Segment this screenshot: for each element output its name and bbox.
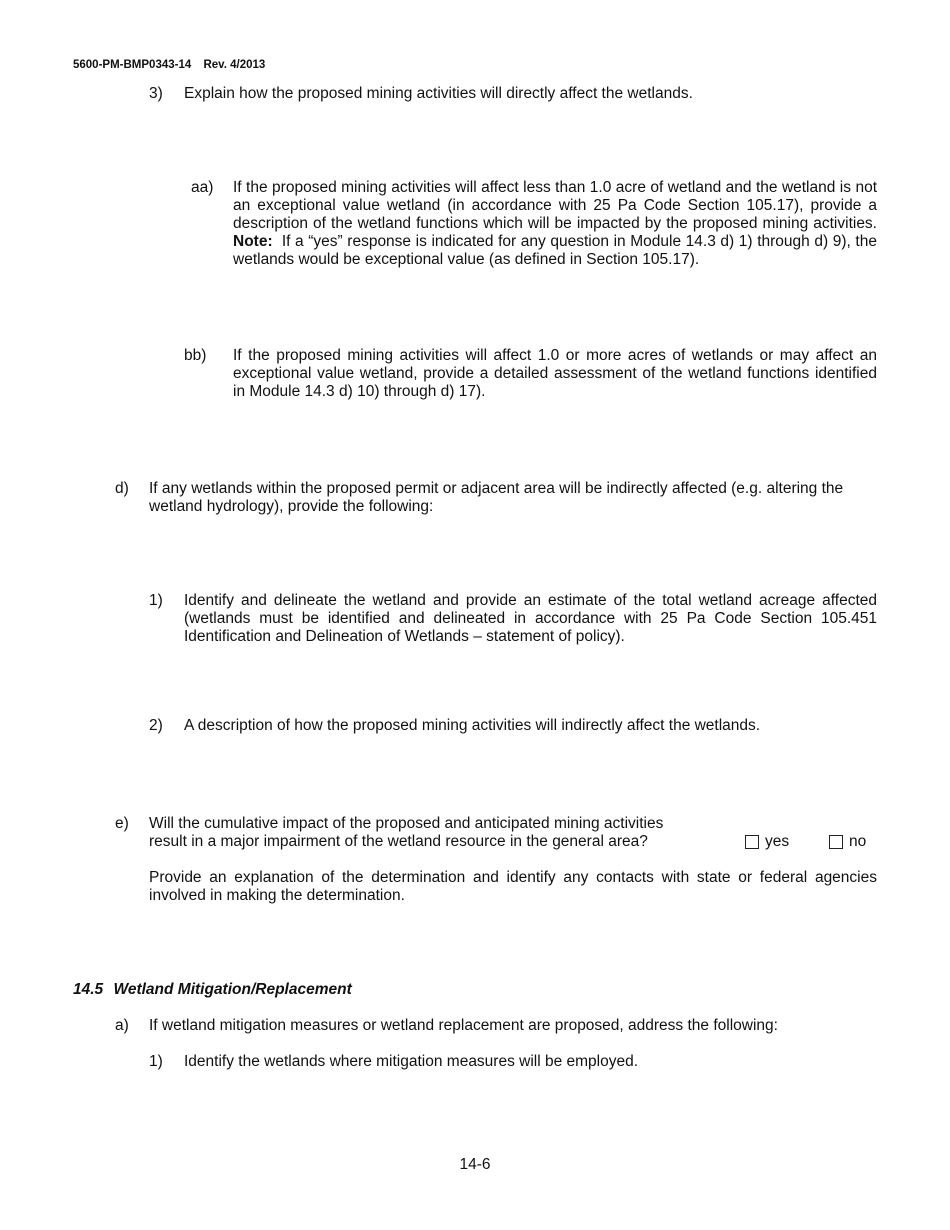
item-aa-text: [233, 179, 877, 269]
item-e-line-1: Will the cumulative impact of the proposed and anticipated mining activities: [149, 815, 664, 832]
item-d1-text: Identify and delineate the wetland and provide an estimate of the total wetland acreage affected (wetlands must be identified and delineated in accordance with 25 Pa Code Section 105.451 Identification and Delineation of Wetlands – statement of policy).: [184, 592, 877, 645]
no-label: no: [849, 833, 867, 850]
yes-label: yes: [765, 833, 790, 850]
item-e-explanation: Provide an explanation of the determination and identify any contacts with state or federal agencies involved in making the determination.: [149, 869, 877, 904]
item-bb-number: bb): [184, 347, 207, 364]
item-3-text: Explain how the proposed mining activities will directly affect the wetlands.: [184, 85, 693, 102]
section-14-5-number: 14.5: [73, 981, 104, 998]
item-d-text: If any wetlands within the proposed permit or adjacent area will be indirectly affected (e.g. altering the wetland hydrology), provide the following:: [149, 480, 844, 515]
item-aa-number: aa): [191, 179, 214, 196]
section-14-5-a1-text: Identify the wetlands where mitigation measures will be employed.: [184, 1053, 639, 1070]
no-checkbox[interactable]: [829, 835, 843, 849]
section-14-5-title: Wetland Mitigation/Replacement: [113, 981, 352, 998]
yes-checkbox[interactable]: [745, 835, 759, 849]
section-14-5-heading: [73, 981, 352, 999]
item-e-number: e): [115, 815, 129, 832]
section-14-5-a-number: a): [115, 1017, 129, 1034]
form-header: [73, 56, 265, 74]
section-14-5-a-text: If wetland mitigation measures or wetland replacement are proposed, address the following:: [149, 1017, 778, 1034]
item-d2-text: A description of how the proposed mining activities will indirectly affect the wetlands.: [184, 717, 761, 734]
item-aa-body: If the proposed mining activities will affect less than 1.0 acre of wetland and the wetland is not an exceptional value wetland (in accordance with 25 Pa Code Section 105.17), provide a description of the wetland functions which will be impacted by the proposed mining activities.: [233, 179, 877, 232]
section-14-5-a1-number: 1): [149, 1053, 163, 1070]
item-bb-text: If the proposed mining activities will affect 1.0 or more acres of wetlands or may affect an exceptional value wetland, provide a detailed assessment of the wetland functions identified in Module 14.3 d) 10) through d) 17).: [233, 347, 877, 400]
item-d2-number: 2): [149, 717, 163, 734]
item-3-number: 3): [149, 85, 163, 102]
page-number: 14-6: [459, 1156, 491, 1173]
item-d-number: d): [115, 480, 129, 497]
item-e-question: [149, 815, 709, 851]
item-e-line-2: result in a major impairment of the wetland resource in the general area?: [149, 833, 648, 850]
item-d1-number: 1): [149, 592, 163, 609]
item-aa-note-label: Note:: [233, 233, 273, 250]
form-revision: Rev. 4/2013: [203, 59, 266, 71]
item-aa-note-text: If a “yes” response is indicated for any question in Module 14.3 d) 1) through d) 9), the wetlands would be exceptional value (as defined in Section 105.17).: [233, 233, 877, 268]
form-number: 5600-PM-BMP0343-14: [73, 59, 192, 71]
